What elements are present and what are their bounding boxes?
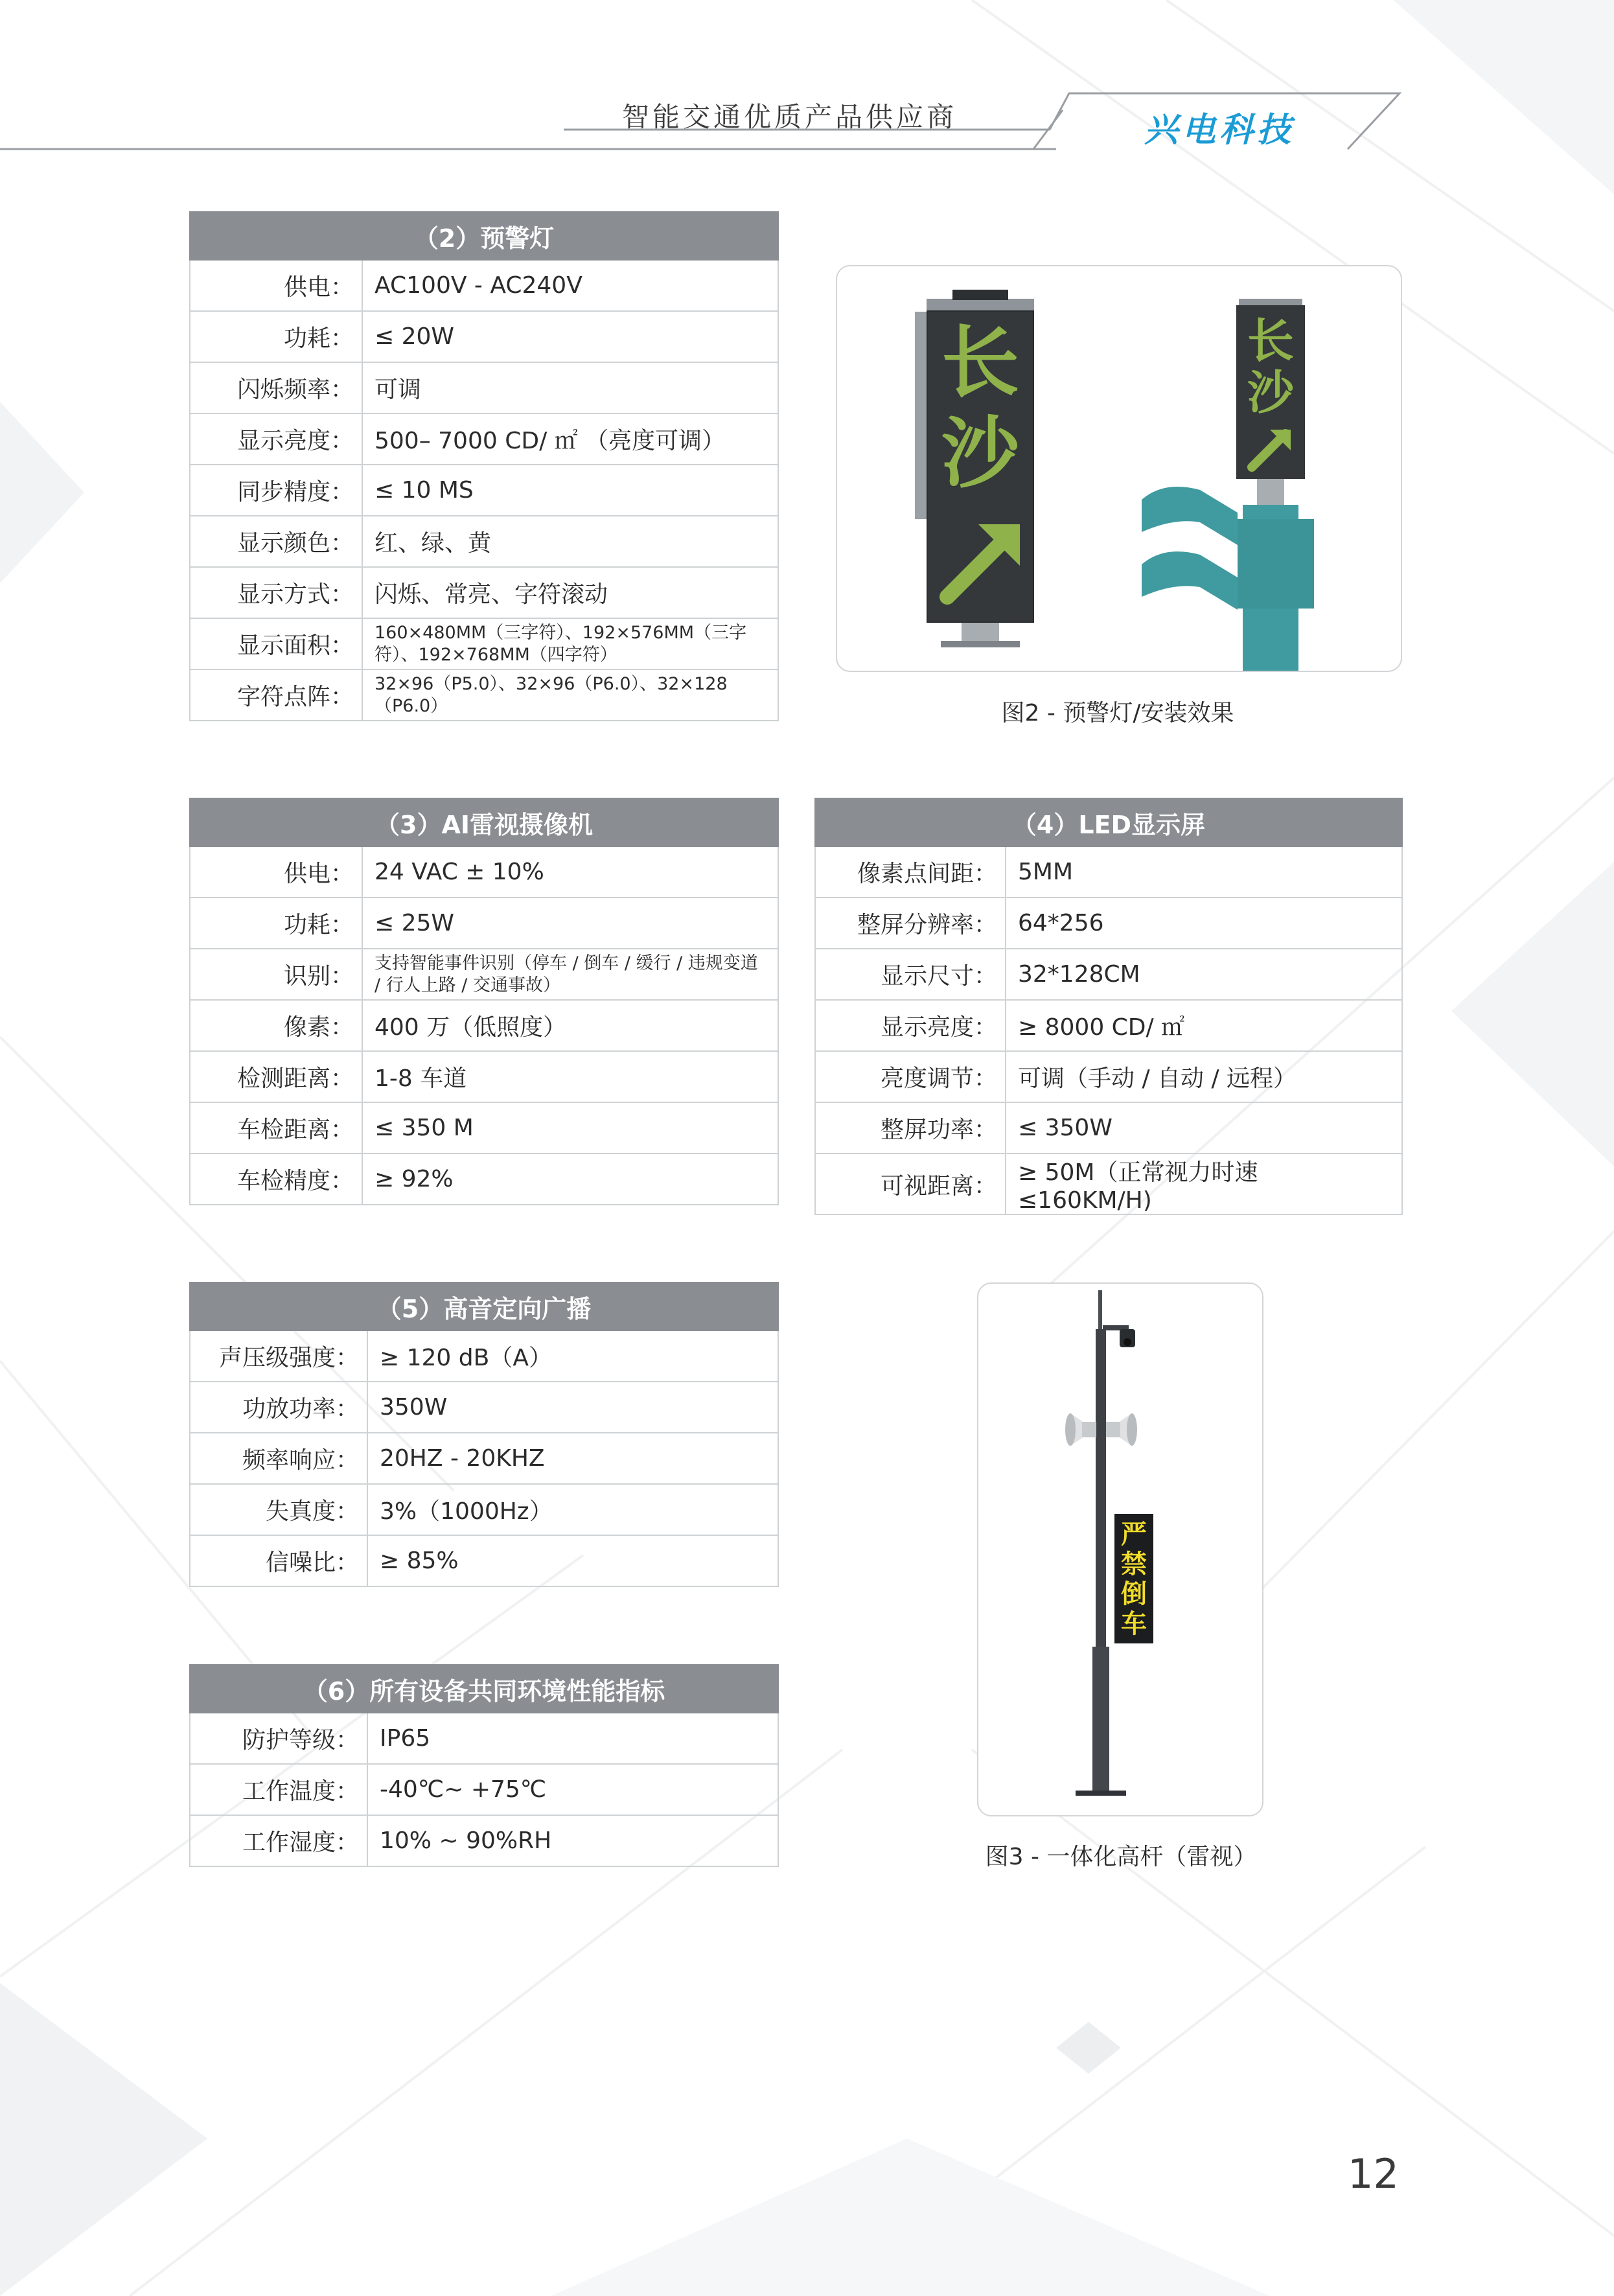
spec-key: 功耗： <box>190 898 362 949</box>
led-char: 倒 <box>1121 1579 1147 1609</box>
spec-value: ≤ 25W <box>362 898 778 949</box>
spec-key: 车检距离： <box>190 1102 362 1154</box>
integrated-pole-illustration <box>978 1284 1262 1815</box>
spec-value: ≤ 10 MS <box>362 465 778 516</box>
spec-value: -40℃~ +75℃ <box>367 1764 778 1815</box>
spec-key: 声压级强度： <box>190 1330 367 1382</box>
spec-key: 显示亮度： <box>815 1000 1006 1051</box>
spec-value: 350W <box>367 1382 778 1433</box>
spec-key: 功耗： <box>190 311 362 362</box>
figure-3-caption: 图3 - 一体化高杆（雷视） <box>985 1844 1257 1870</box>
spec-value: 3%（1000Hz） <box>367 1484 778 1535</box>
spec-key: 同步精度： <box>190 465 362 516</box>
spec-value: ≤ 20W <box>362 311 778 362</box>
spec-key: 检测距离： <box>190 1051 362 1102</box>
spec-key: 失真度： <box>190 1484 367 1535</box>
spec-table-ai-camera <box>189 798 779 1205</box>
page-number: 12 <box>1348 2150 1399 2197</box>
spec-value: IP65 <box>367 1713 778 1764</box>
spec-key: 可视距离： <box>815 1154 1006 1214</box>
spec-value: 160×480MM（三字符）、192×576MM（三字符）、192×768MM（四字符） <box>362 618 778 669</box>
spec-value: 5MM <box>1006 846 1402 898</box>
spec-value: 10% ~ 90%RH <box>367 1815 778 1866</box>
spec-key: 供电： <box>190 846 362 898</box>
sign-char-2: 沙 <box>941 409 1019 499</box>
led-char: 禁 <box>1121 1549 1147 1579</box>
spec-key: 显示面积： <box>190 618 362 669</box>
spec-key: 信噪比： <box>190 1535 367 1586</box>
sign-char-1: 长 <box>1247 314 1295 368</box>
table-title: （4）LED显示屏 <box>815 798 1402 846</box>
spec-value: 红、绿、黄 <box>362 516 778 567</box>
spec-value: 20HZ - 20KHZ <box>367 1433 778 1484</box>
table-title: （2）预警灯 <box>190 212 778 260</box>
spec-key: 显示方式： <box>190 567 362 618</box>
spec-key: 显示亮度： <box>190 413 362 465</box>
spec-value: 32*128CM <box>1006 949 1402 1000</box>
spec-key: 显示颜色： <box>190 516 362 567</box>
figure-pole-frame <box>977 1282 1263 1816</box>
spec-value: 24 VAC ± 10% <box>362 846 778 898</box>
spec-value: ≤ 350W <box>1006 1102 1402 1154</box>
spec-key: 整屏功率： <box>815 1102 1006 1154</box>
spec-value: ≤ 350 M <box>362 1102 778 1154</box>
spec-key: 供电： <box>190 260 362 311</box>
table-title: （3）AI雷视摄像机 <box>190 798 778 846</box>
spec-value: 400 万（低照度） <box>362 1000 778 1051</box>
spec-key: 识别： <box>190 949 362 1000</box>
spec-value: ≥ 8000 CD/ ㎡ <box>1006 1000 1402 1051</box>
spec-key: 防护等级： <box>190 1713 367 1764</box>
spec-table-warning-light <box>189 211 779 721</box>
spec-value: 64*256 <box>1006 898 1402 949</box>
sign-char-2: 沙 <box>1247 365 1295 420</box>
spec-key: 字符点阵： <box>190 669 362 721</box>
spec-key: 亮度调节： <box>815 1051 1006 1102</box>
spec-key: 显示尺寸： <box>815 949 1006 1000</box>
spec-key: 像素： <box>190 1000 362 1051</box>
spec-value: 闪烁、常亮、字符滚动 <box>362 567 778 618</box>
spec-key: 频率响应： <box>190 1433 367 1484</box>
spec-key: 功放功率： <box>190 1382 367 1433</box>
spec-value: 可调 <box>362 362 778 413</box>
spec-key: 像素点间距： <box>815 846 1006 898</box>
spec-value: 500– 7000 CD/ ㎡ （亮度可调） <box>362 413 778 465</box>
led-char: 严 <box>1121 1520 1147 1549</box>
spec-value: ≥ 50M（正常视力时速≤160KM/H) <box>1006 1154 1402 1214</box>
table-title: （6）所有设备共同环境性能指标 <box>190 1665 778 1713</box>
spec-value: 支持智能事件识别（停车 / 倒车 / 缓行 / 违规变道 / 行人上路 / 交通事故） <box>362 949 778 1000</box>
spec-key: 闪烁频率： <box>190 362 362 413</box>
brand-logo: 兴电科技 <box>1144 111 1295 150</box>
spec-value: ≥ 85% <box>367 1535 778 1586</box>
spec-table-led-display <box>814 798 1403 1215</box>
table-title: （5）高音定向广播 <box>190 1282 778 1330</box>
warning-light-illustration <box>837 266 1401 671</box>
spec-key: 工作湿度： <box>190 1815 367 1866</box>
led-char: 车 <box>1121 1609 1147 1639</box>
spec-value: 可调（手动 / 自动 / 远程） <box>1006 1051 1402 1102</box>
spec-value: ≥ 92% <box>362 1154 778 1205</box>
spec-table-environment <box>189 1664 779 1867</box>
spec-value: 1-8 车道 <box>362 1051 778 1102</box>
spec-table-directional-speaker <box>189 1282 779 1587</box>
sign-char-1: 长 <box>941 318 1019 408</box>
figure-warning-light-frame <box>836 265 1402 672</box>
spec-value: ≥ 120 dB（A） <box>367 1330 778 1382</box>
figure-2-caption: 图2 - 预警灯/安装效果 <box>1001 700 1234 726</box>
spec-key: 车检精度： <box>190 1154 362 1205</box>
spec-key: 工作温度： <box>190 1764 367 1815</box>
header-slogan: 智能交通优质产品供应商 <box>622 101 958 133</box>
spec-key: 整屏分辨率： <box>815 898 1006 949</box>
spec-value: AC100V - AC240V <box>362 260 778 311</box>
spec-value: 32×96（P5.0）、32×96（P6.0）、32×128（P6.0） <box>362 669 778 721</box>
